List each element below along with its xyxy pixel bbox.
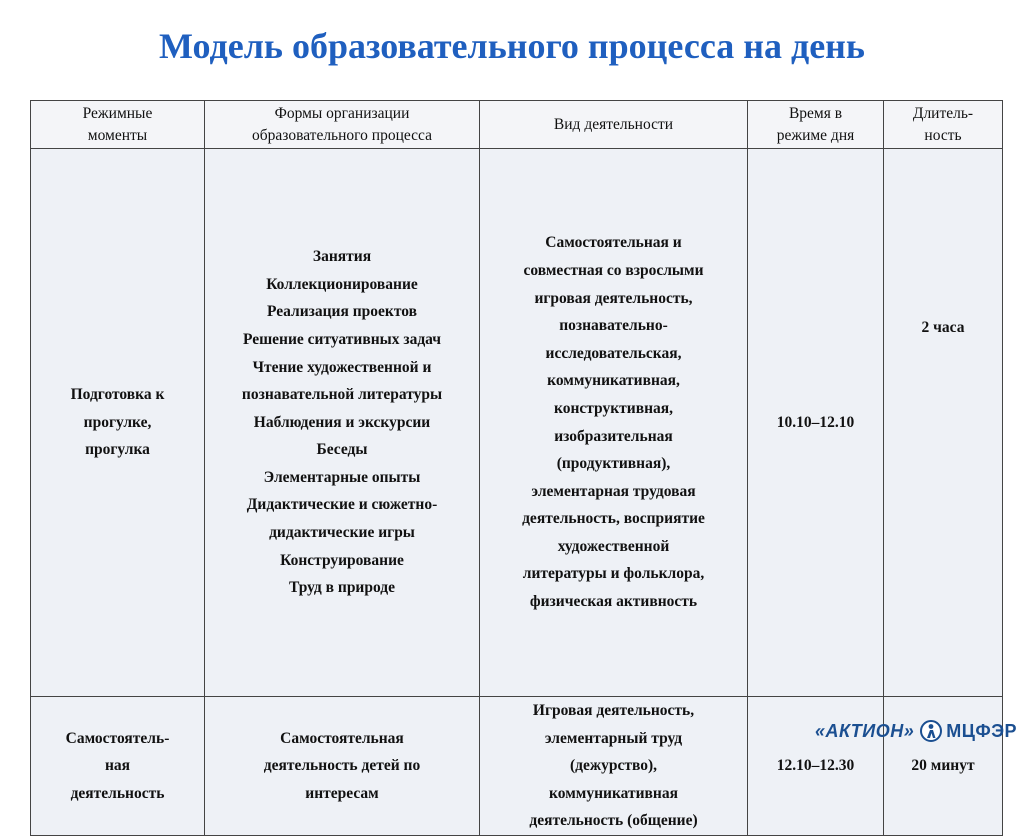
- cell-line: конструктивная,: [553, 399, 674, 417]
- cell-line: Решение ситуативных задач: [242, 330, 442, 348]
- cell-line: исследовательская,: [545, 344, 682, 362]
- cell-line: элементарный труд: [544, 729, 683, 747]
- cell-line: Конструирование: [280, 551, 404, 569]
- cell-forms: [205, 149, 480, 697]
- header-line: Время в: [788, 104, 843, 122]
- cell-line: прогулка: [85, 441, 150, 459]
- header-activity: [480, 101, 748, 149]
- header-line: Длитель-: [912, 104, 974, 122]
- cell-line: ная: [104, 757, 131, 775]
- cell-line: (продуктивная),: [556, 455, 671, 473]
- cell-line: Игровая деятельность,: [532, 702, 695, 719]
- header-line: Вид деятельности: [553, 115, 674, 133]
- cell-time: 12.10–12.30: [748, 697, 884, 836]
- header-line: ность: [924, 126, 962, 144]
- cell-line: Элементарные опыты: [263, 468, 421, 486]
- logo-brand: «АКТИОН»: [815, 720, 915, 741]
- cell-activity: [480, 149, 748, 697]
- cell-time: 10.10–12.10: [748, 149, 884, 697]
- cell-line: Реализация проектов: [266, 303, 417, 321]
- cell-line: прогулке,: [83, 413, 152, 431]
- header-line: образовательного процесса: [252, 126, 432, 144]
- cell-line: коммуникативная: [549, 784, 678, 802]
- cell-line: коммуникативная,: [547, 372, 680, 390]
- cell-duration: 2 часа: [884, 149, 1003, 697]
- cell-line: Самостоятельная: [280, 729, 404, 747]
- cell-line: игровая деятельность,: [534, 289, 693, 307]
- cell-moment: [31, 697, 205, 836]
- cell-line: деятельность, восприятие: [522, 510, 705, 528]
- cell-line: Чтение художественной и: [252, 358, 432, 376]
- header-row: [31, 101, 1003, 149]
- header-line: режиме дня: [776, 126, 855, 144]
- cell-line: совместная со взрослыми: [523, 261, 704, 279]
- cell-line: Беседы: [316, 441, 368, 459]
- cell-duration: 20 минут: [884, 697, 1003, 836]
- cell-line: литературы и фольклора,: [522, 565, 705, 583]
- cell-line: физическая активность: [529, 593, 698, 611]
- cell-line: Самостоятель-: [65, 729, 170, 747]
- header-line: Режимные: [82, 104, 153, 122]
- cell-moment: [31, 149, 205, 697]
- logo-sub: МЦФЭР: [946, 720, 1018, 741]
- header-forms: [205, 101, 480, 149]
- cell-line: Коллекционирование: [266, 275, 418, 293]
- cell-line: элементарная трудовая: [531, 482, 696, 500]
- header-duration: [884, 101, 1003, 149]
- cell-line: деятельность (общение): [529, 812, 698, 830]
- aktion-logo-icon: [920, 720, 942, 742]
- cell-line: познавательной литературы: [241, 386, 443, 404]
- cell-line: (дежурство),: [569, 757, 658, 775]
- cell-line: Наблюдения и экскурсии: [253, 413, 431, 431]
- cell-activity: [480, 697, 748, 836]
- cell-line: Самостоятельная и: [545, 234, 682, 252]
- aktion-logo: [815, 714, 1017, 748]
- table-row: [31, 149, 1003, 697]
- cell-forms: [205, 697, 480, 836]
- cell-line: Дидактические и сюжетно-: [246, 496, 438, 514]
- cell-line: деятельность детей по: [263, 757, 421, 775]
- cell-line: художественной: [557, 537, 670, 555]
- header-moments: [31, 101, 205, 149]
- page-title: Модель образовательного процесса на день: [159, 26, 865, 66]
- cell-line: познавательно-: [559, 317, 668, 335]
- header-line: моменты: [87, 126, 148, 144]
- header-time: [748, 101, 884, 149]
- header-line: Формы организации: [274, 104, 410, 122]
- cell-line: деятельность: [70, 784, 165, 802]
- cell-line: Подготовка к: [70, 386, 165, 404]
- cell-line: дидактические игры: [269, 524, 415, 542]
- cell-line: Труд в природе: [288, 579, 396, 597]
- cell-line: изобразительная: [554, 427, 673, 445]
- cell-line: интересам: [305, 784, 379, 802]
- cell-line: Занятия: [312, 248, 372, 266]
